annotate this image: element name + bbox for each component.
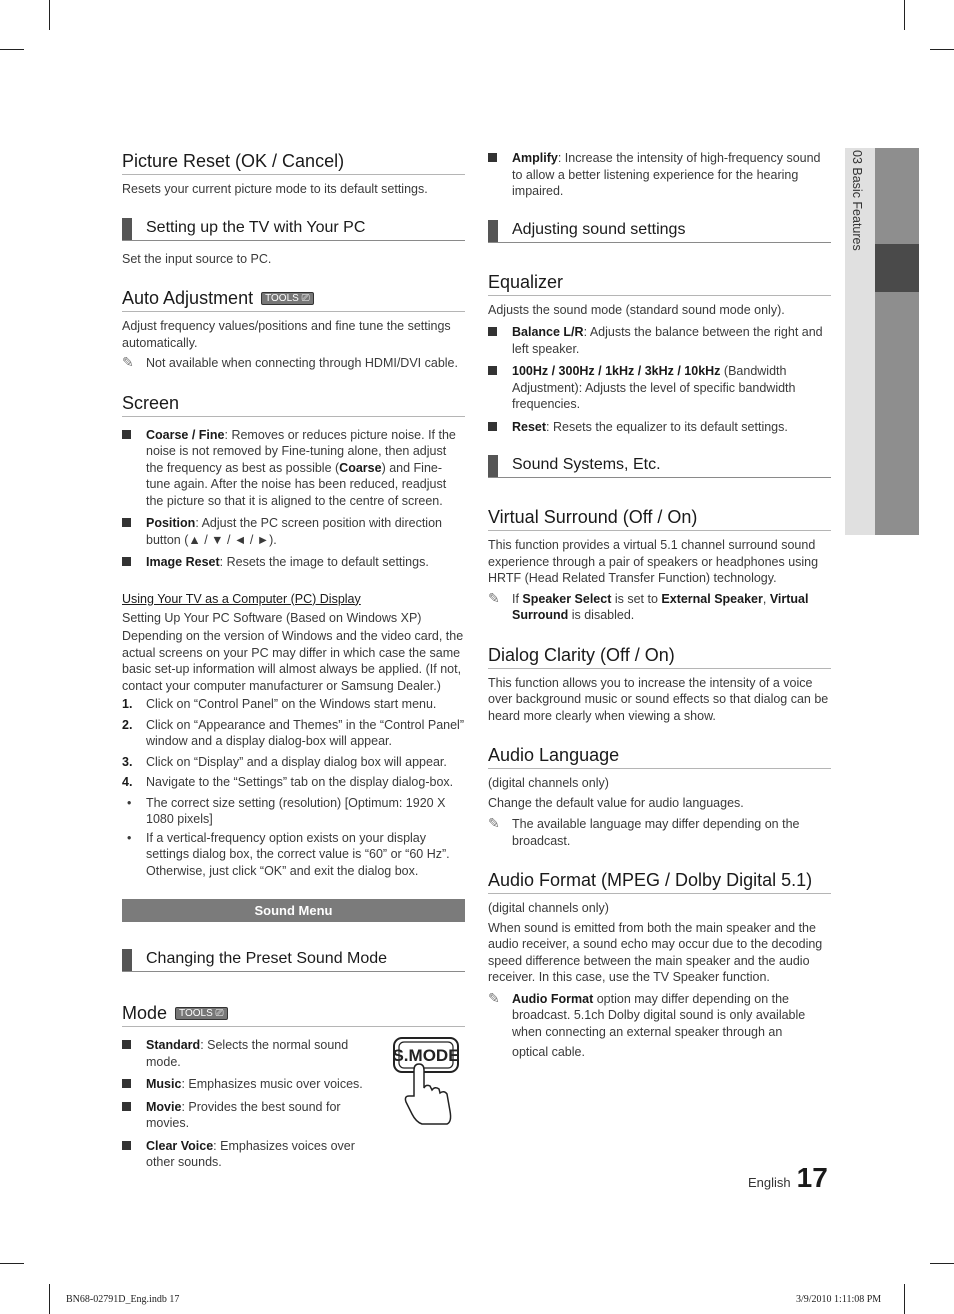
footer-file: BN68-02791D_Eng.indb 17 bbox=[66, 1294, 180, 1305]
list-item: • The correct size setting (resolution) [Optimum: 1920 X 1080 pixels] bbox=[127, 795, 446, 826]
audio-language-title: Audio Language bbox=[488, 744, 831, 769]
audio-format-sub: (digital channels only) bbox=[488, 901, 609, 915]
screen-title: Screen bbox=[122, 392, 465, 417]
crop-mark bbox=[904, 0, 905, 30]
square-bullet-icon bbox=[122, 557, 131, 566]
virtual-surround-note: ✎ If Speaker Select is set to External Speaker, Virtual Surround is disabled. bbox=[488, 589, 809, 622]
virtual-surround-title: Virtual Surround (Off / On) bbox=[488, 506, 831, 531]
square-bullet-icon bbox=[488, 153, 497, 162]
auto-adjustment-note: ✎ Not available when connecting through HDMI/DVI cable. bbox=[122, 354, 458, 370]
chapter-side-tab bbox=[845, 148, 919, 535]
audio-language-note: ✎ The available language may differ depending on the broadcast. bbox=[488, 815, 800, 848]
pc-display-line1: Setting Up Your PC Software (Based on Windows XP) bbox=[122, 610, 422, 625]
square-bullet-icon bbox=[122, 1102, 131, 1111]
dialog-clarity-desc: This function allows you to increase the intensity of a voice over background music or sound effects so that dialog can be heard more clearly when viewing a show. bbox=[488, 675, 829, 723]
square-bullet-icon bbox=[122, 1040, 131, 1049]
left-column bbox=[122, 150, 465, 1171]
square-bullet-icon bbox=[122, 1079, 131, 1088]
heading-bar-icon bbox=[488, 220, 498, 242]
list-item: Position: Adjust the PC screen position with direction button (▲ / ▼ / ◄ / ►). bbox=[122, 515, 465, 548]
chapter-label: 03 Basic Features bbox=[850, 150, 864, 251]
equalizer-desc: Adjusts the sound mode (standard sound mode only). bbox=[488, 302, 785, 317]
heading-bar-icon bbox=[488, 455, 498, 477]
square-bullet-icon bbox=[122, 430, 131, 439]
pencil-note-icon: ✎ bbox=[488, 989, 500, 1006]
pencil-note-icon: ✎ bbox=[122, 354, 134, 370]
mode-title: Mode bbox=[122, 1003, 168, 1023]
list-item: 3. Click on “Display” and a display dialog box will appear. bbox=[122, 754, 447, 769]
smode-button-icon bbox=[392, 1036, 462, 1126]
svg-text:S.MODE: S.MODE bbox=[392, 1046, 460, 1065]
page-number-value: 17 bbox=[796, 1162, 828, 1193]
square-bullet-icon bbox=[488, 327, 497, 336]
heading-bar-icon bbox=[122, 218, 132, 240]
sound-systems-title: Sound Systems, Etc. bbox=[512, 456, 661, 473]
audio-language-sub: (digital channels only) bbox=[488, 776, 609, 790]
tv-pc-title: Setting up the TV with Your PC bbox=[146, 218, 366, 236]
list-item: Image Reset: Resets the image to default settings. bbox=[122, 554, 465, 571]
list-item: Coarse / Fine: Removes or reduces picture noise. If the noise is not removed by Fine-tuning alone, then adjust the frequency as best as possible (Coarse) and Fine-tune again. After the noise has been reduced, readjust the picture so that it is aligned to the centre of screen. bbox=[122, 427, 465, 510]
list-item: Movie: Provides the best sound for movies. bbox=[122, 1099, 372, 1132]
picture-reset-desc: Resets your current picture mode to its default settings. bbox=[122, 182, 428, 196]
crop-mark bbox=[0, 49, 24, 50]
sound-menu-bar: Sound Menu bbox=[122, 899, 465, 922]
sound-systems-heading bbox=[488, 455, 831, 478]
page-number bbox=[748, 1162, 828, 1194]
list-item: Reset: Resets the equalizer to its default settings. bbox=[488, 419, 831, 436]
page-language: English bbox=[748, 1175, 791, 1190]
list-item: 2. Click on “Appearance and Themes” in the “Control Panel” window and a display dialog-box will appear. bbox=[122, 717, 464, 748]
crop-mark bbox=[49, 1284, 50, 1314]
crop-mark bbox=[930, 49, 954, 50]
footer-date: 3/9/2010 1:11:08 PM bbox=[796, 1294, 882, 1305]
adjusting-title: Adjusting sound settings bbox=[512, 220, 686, 238]
tools-icon: TOOLS ⎚ bbox=[175, 1007, 228, 1020]
audio-format-title: Audio Format (MPEG / Dolby Digital 5.1) bbox=[488, 869, 831, 894]
square-bullet-icon bbox=[488, 366, 497, 375]
auto-adjustment-title: Auto Adjustment bbox=[122, 288, 254, 308]
crop-mark bbox=[930, 1263, 954, 1264]
list-item: Standard: Selects the normal sound mode. bbox=[122, 1037, 372, 1070]
list-item: • If a vertical-frequency option exists on your display settings dialog box, the correct value is “60” or “60 Hz”. Otherwise, just click “OK” and exit the dialog box. bbox=[127, 830, 450, 878]
square-bullet-icon bbox=[122, 518, 131, 527]
list-item: Balance L/R: Adjusts the balance between the right and left speaker. bbox=[488, 324, 831, 357]
audio-format-note: ✎ Audio Format option may differ depending on the broadcast. 5.1ch Dolby digital sound is only available when connecting an external speaker through an optical cable. bbox=[488, 989, 806, 1059]
preset-heading bbox=[122, 949, 465, 972]
pencil-note-icon: ✎ bbox=[488, 815, 500, 831]
mode-heading bbox=[122, 1002, 465, 1027]
square-bullet-icon bbox=[122, 1141, 131, 1150]
heading-bar-icon bbox=[122, 949, 132, 971]
auto-adjustment-desc: Adjust frequency values/positions and fine tune the settings automatically. bbox=[122, 319, 451, 350]
list-item: 4. Navigate to the “Settings” tab on the display dialog-box. bbox=[122, 775, 454, 789]
dialog-clarity-title: Dialog Clarity (Off / On) bbox=[488, 644, 831, 669]
equalizer-title: Equalizer bbox=[488, 271, 831, 296]
crop-mark bbox=[0, 1263, 24, 1264]
right-column bbox=[488, 150, 831, 1061]
crop-mark bbox=[904, 1284, 905, 1314]
tools-icon: TOOLS ⎚ bbox=[261, 292, 314, 305]
preset-title: Changing the Preset Sound Mode bbox=[146, 950, 388, 967]
square-bullet-icon bbox=[488, 422, 497, 431]
crop-mark bbox=[49, 0, 50, 30]
audio-format-desc: When sound is emitted from both the main speaker and the audio receiver, a sound echo may occur due to the decoding speed difference between the main speaker and the audio receiver. In this case, use the TV Speaker function. bbox=[488, 920, 823, 984]
auto-adjustment-heading bbox=[122, 287, 465, 312]
virtual-surround-desc: This function provides a virtual 5.1 channel surround sound experience through a pair of speakers or headphones using HRTF (Head Related Transfer Function) technology. bbox=[488, 538, 819, 585]
dot-bullet-icon: • bbox=[127, 830, 132, 845]
list-item: 100Hz / 300Hz / 1kHz / 3kHz / 10kHz (Bandwidth Adjustment): Adjusts the level of specific bandwidth frequencies. bbox=[488, 363, 831, 413]
picture-reset-title: Picture Reset (OK / Cancel) bbox=[122, 150, 465, 175]
pc-display-heading: Using Your TV as a Computer (PC) Display bbox=[122, 591, 361, 606]
dot-bullet-icon: • bbox=[127, 795, 132, 810]
list-item: Clear Voice: Emphasizes voices over other sounds. bbox=[122, 1138, 372, 1171]
list-item: 1. Click on “Control Panel” on the Windows start menu. bbox=[122, 697, 437, 711]
tv-pc-desc: Set the input source to PC. bbox=[122, 251, 272, 266]
pc-display-para: Depending on the version of Windows and the video card, the actual screens on your PC may differ in which case the same basic set-up information will almost always be applied. (If not, contact your computer manufacturer or Samsung Dealer.) bbox=[122, 629, 464, 693]
list-item: Music: Emphasizes music over voices. bbox=[122, 1076, 372, 1093]
audio-language-desc: Change the default value for audio languages. bbox=[488, 795, 744, 810]
pencil-note-icon: ✎ bbox=[488, 589, 500, 606]
adjusting-heading bbox=[488, 220, 831, 243]
tv-pc-heading bbox=[122, 218, 465, 241]
list-item: Amplify: Increase the intensity of high-frequency sound to allow a better listening experience for the hearing impaired. bbox=[488, 150, 831, 200]
